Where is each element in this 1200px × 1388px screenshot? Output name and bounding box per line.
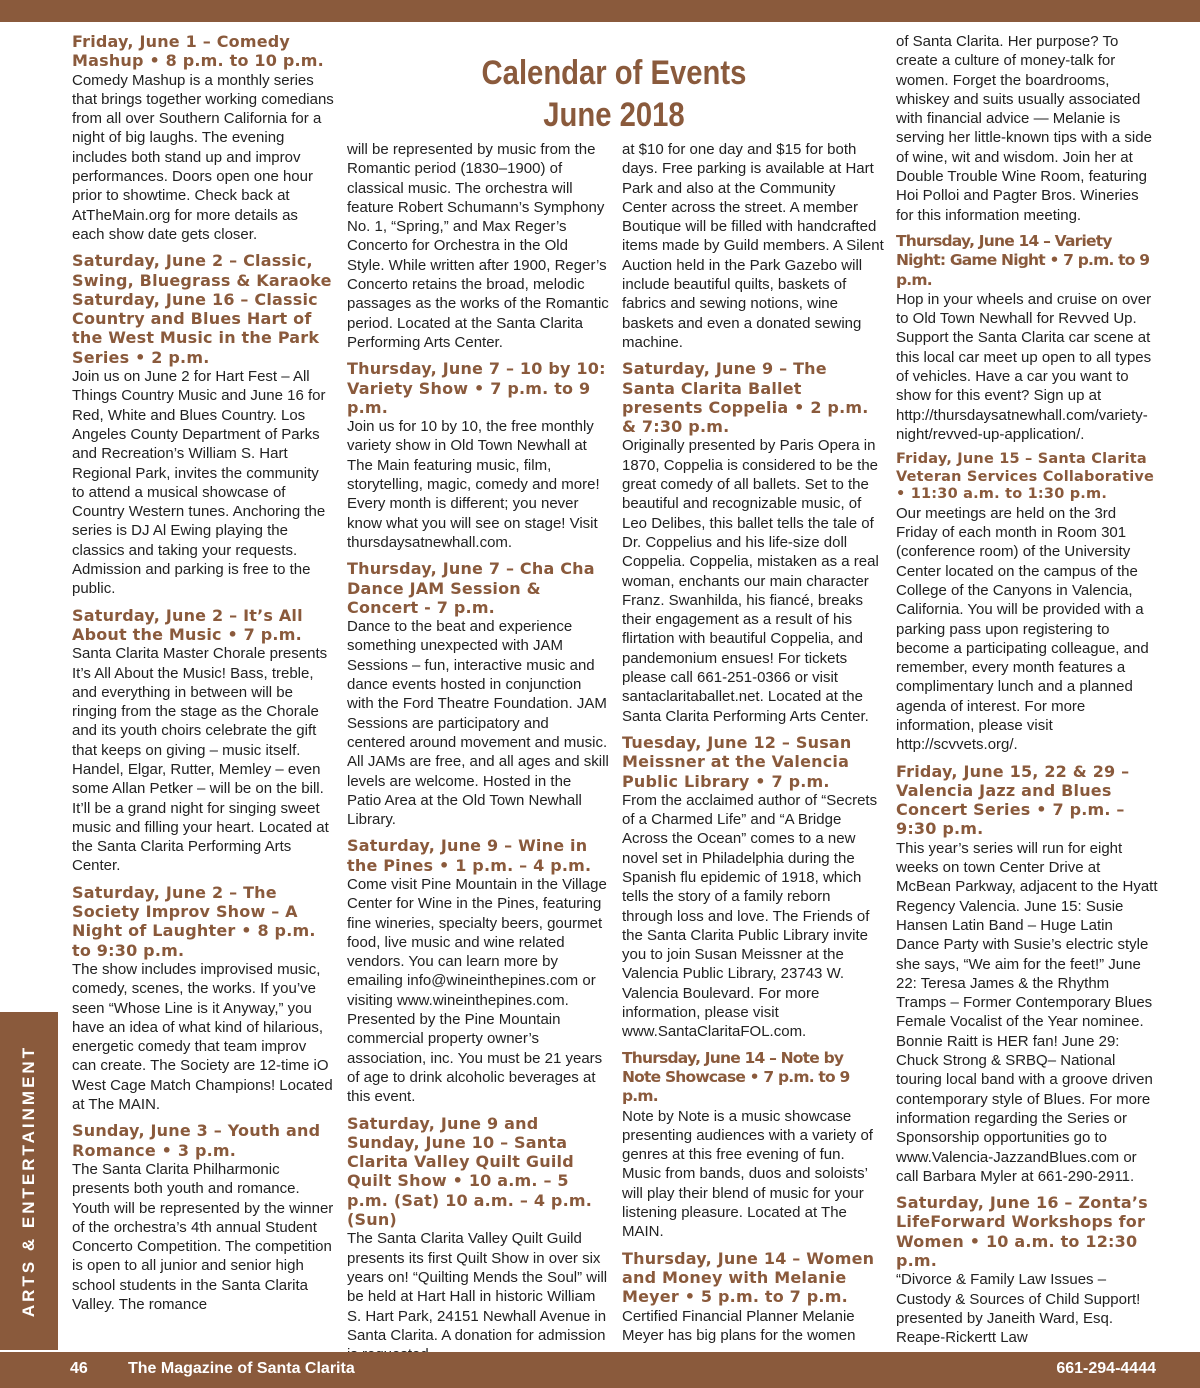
event-heading: Friday, June 15, 22 & 29 – Valencia Jazz and Blues Concert Series • 7 p.m. – 9:30 p.m. — [896, 761, 1130, 839]
event-body-continued: will be represented by music from the Romantic period (1830–1900) of classical music. The orchestra will feature Robert Schumann’s Symphony No. 1, “Spring,” and Max Reger’s Concerto for Orchestra in the Old Style. While written after 1900, Reger’s Concerto retains the broad, melodic passages as the works of the Romantic period. Located at the Santa Clarita Performing Arts Center. — [347, 141, 609, 351]
page-title — [400, 52, 828, 136]
event-heading: Saturday, June 9 – The Santa Clarita Ballet presents Coppelia • 2 p.m. & 7:30 p.m. — [622, 359, 869, 437]
event-block — [347, 836, 609, 1106]
event-block — [72, 32, 334, 244]
event-block — [622, 733, 884, 1042]
top-rule — [0, 0, 1200, 22]
event-heading: Saturday, June 9 and Sunday, June 10 – Santa Clarita Valley Quilt Guild Quilt Show • 10 a.m. – 5 p.m. (Sat) 10 a.m. – 4 p.m. (Sun) — [347, 1113, 593, 1230]
event-body: Join us for 10 by 10, the free monthly variety show in Old Town Newhall at The Main featuring music, film, storytelling, magic, comedy and more! Every month is different; you never know what you will see on stage! Visit thursdaysatnewhall.com. — [347, 418, 600, 551]
section-tab-label: ARTS & ENTERTAINMENT — [19, 1044, 38, 1318]
event-body: The Santa Clarita Valley Quilt Guild presents its first Quilt Show in over six years on! “Quilting Mends the Soul” will be held at Hart Hall in historic William S. Hart Park, 24151 Newhall Avenue in Santa Clarita. A donation for admission — [347, 1230, 608, 1344]
event-block — [896, 32, 1158, 225]
column-4 — [896, 32, 1158, 1355]
event-heading: Sunday, June 3 – Youth and Romance • 3 p.m. — [72, 1121, 321, 1160]
event-heading: Tuesday, June 12 – Susan Meissner at the Valencia Public Library • 7 p.m. — [622, 732, 852, 791]
event-body: Hop in your wheels and cruise on over to Old Town Newhall for Revved Up. Support the Santa Clarita car scene at this local car meet up open to all types of vehicles. Have a car you want to show for this event? Sign up at http://thursdaysatnewhall.com/variety-night/revved-up-application/. — [896, 290, 1152, 443]
title-line-2: June 2018 — [543, 96, 685, 134]
column-3 — [622, 140, 884, 1352]
event-heading: Friday, June 1 – Comedy Mashup • 8 p.m. to 10 p.m. — [72, 32, 324, 71]
event-block — [347, 559, 609, 829]
event-body: Dance to the beat and experience something unexpected with JAM Sessions – fun, interactive music and dance events hosted in conjunction with the Ford Theatre Foundation. JAM Sessions are participatory and centered around movement and music. All JAMs are free, and all ages and skill levels are welcome. Hosted in the Patio Area at the Old Town Newhall Library. — [347, 618, 609, 829]
event-heading: Saturday, June 9 – Wine in the Pines • 1 p.m. – 4 p.m. — [347, 836, 592, 875]
event-heading: Thursday, June 7 – Cha Cha Dance JAM Session & Concert - 7 p.m. — [347, 559, 595, 617]
column-1 — [72, 32, 334, 1321]
title-line-1: Calendar of Events — [481, 54, 747, 92]
event-body: Comedy Mashup is a monthly series that brings together working comedians from all over Southern California for a night of big laughs. The evening includes both stand up and improv performances. Doors open one hour prior to showtime. Check back at AtTheMain.org for more details as each show date gets closer. — [72, 71, 334, 243]
event-block — [896, 762, 1158, 1187]
event-heading: Thursday, June 14 – Women and Money with Melanie Meyer • 5 p.m. to 7 p.m. — [622, 1248, 875, 1307]
event-block — [622, 1049, 884, 1242]
event-heading: Friday, June 15 – Santa Clarita Veteran Services Collaborative • 11:30 a.m. to 1:30 p.m. — [896, 451, 1155, 503]
footer-phone: 661-294-4444 — [1056, 1360, 1156, 1377]
event-block — [347, 140, 609, 352]
magazine-name: The Magazine of Santa Clarita — [128, 1360, 355, 1377]
page-number: 46 — [70, 1360, 88, 1377]
event-heading: Saturday, June 2 – The Society Improv Show – A Night of Laughter • 8 p.m. to 9:30 p.m. — [72, 882, 316, 960]
event-body: The Santa Clarita Philharmonic presents both youth and romance. Youth will be represented by the winner of the orchestra’s 4th annual Student Concerto Competition. The competition is open to all junior and senior high school students in the Santa Clarita Valley. The romance — [72, 1160, 334, 1313]
event-body: Santa Clarita Master Chorale presents It’s All About the Music! Bass, treble, and everything in between will be ringing from the stage as the Chorale and its youth choirs celebrate the gift that keeps on giving – music itself. Handel, Elgar, Rutter, Memley – even some Allan Petker – will be on the bill. It’ll be a grand night for singing sweet music and filling your heart. Located at the Santa Clarita Performing Arts Center. — [72, 645, 329, 875]
event-body-continued: of Santa Clarita. Her purpose? To create a culture of money-talk for women. Forget the boardrooms, whiskey and suits usually associated with financial advice — Melanie is serving her little-known tips with a side of wine, wit and wisdom. Join her at Double Trouble Wine Room, featuring Hoi Polloi and Pagter Bros. Wineries for this information meeting. — [896, 33, 1152, 224]
event-body: Come visit Pine Mountain in the Village Center for Wine in the Pines, featuring fine wineries, specialty beers, gourmet food, live music and wine related vendors. You can learn more by emailing info@wineinthepines.com or visiting www.wineinthepines.com. Presented by the Pine Mountain commercial property owner’s association, inc. You must be 21 years of age to drink alcoholic beverages at this event. — [347, 875, 607, 1106]
event-block — [72, 606, 334, 876]
event-block — [347, 359, 609, 552]
event-block — [72, 883, 334, 1115]
event-heading: Thursday, June 14 – Variety Night: Game Night • 7 p.m. to 9 p.m. — [896, 231, 1150, 289]
event-body: Our meetings are held on the 3rd Friday of each month in Room 301 (conference room) of the University Center located on the campus of the College of the Canyons in Valencia, California. You will be provided with a parking pass upon registering to become a participating colleague, and remember, every month features a complimentary lunch and a planned agenda of interest. For more information, please visit http://scvvets.org/. — [896, 504, 1149, 754]
event-block — [896, 451, 1158, 754]
event-body: “Divorce & Family Law Issues – Custody & Sources of Child Support! presented by Janeith Ward, Esq. Reape-Rickertt Law — [896, 1271, 1141, 1347]
event-body: From the acclaimed author of “Secrets of a Charmed Life” and “A Bridge Across the Ocean” comes to a new novel set in Philadelphia during the Spanish flu epidemic of 1918, which tells the story of a family reborn through loss and love. The Friends of the Santa Clarita Public Library invite you to join Susan Meissner at the Valencia Public Library, 23743 W. Valencia Boulevard. For more information, please visit www.SantaClaritaFOL.com. — [622, 791, 878, 1041]
event-heading: Saturday, June 2 – It’s All About the Music • 7 p.m. — [72, 605, 303, 644]
event-block — [622, 140, 884, 352]
event-block — [347, 1114, 609, 1365]
event-body-continued: at $10 for one day and $15 for both days. Free parking is available at Hart Park and also at the Community Center across the street. A member Boutique will be filled with handcrafted items made by Guild members. A Silent Auction held in the Park Gazebo will include beautiful quilts, baskets of fabrics and sewing notions, wine baskets and even a donated sewing machine. — [622, 141, 884, 351]
event-block — [72, 251, 334, 598]
event-block — [72, 1121, 334, 1314]
event-block — [896, 232, 1158, 444]
event-heading: Saturday, June 2 – Classic, Swing, Bluegrass & Karaoke Saturday, June 16 – Classic Country and Blues Hart of the West Music in the Park Series • 2 p.m. — [72, 251, 332, 367]
footer-bar — [0, 1352, 1200, 1388]
event-heading: Thursday, June 14 – Note by Note Showcase • 7 p.m. to 9 p.m. — [622, 1048, 850, 1106]
event-body: Join us on June 2 for Hart Fest – All Things Country Music and June 16 for Red, White and Blues Country. Los Angeles County Department of Parks and Recreation’s William S. Hart Regional Park, invites the community to attend a musical showcase of Country Western tunes. Anchoring the series is DJ Al Ewing playing the classics and taking your requests. Admission and parking is free to the public. — [72, 368, 326, 598]
event-block — [896, 1193, 1158, 1347]
event-body: Certified Financial Planner Melanie Meyer has big plans for the women — [622, 1307, 856, 1344]
event-block — [622, 359, 884, 726]
event-body: Note by Note is a music showcase presenting audiences with a variety of genres at this free evening of fun. Music from bands, duos and soloists’ will play their blend of music for your listening pleasure. Located at The MAIN. — [622, 1107, 873, 1241]
section-tab — [0, 1012, 58, 1350]
event-heading: Saturday, June 16 – Zonta’s LifeForward Workshops for Women • 10 a.m. to 12:30 p.m. — [896, 1193, 1148, 1271]
event-body: This year’s series will run for eight weeks on town Center Drive at McBean Parkway, adjacent to the Hyatt Regency Valencia. June 15: Susie Hansen Latin Band – Huge Latin Dance Party with Susie’s electric style she says, “We aim for the feet!” June 22: Teresa James & the Rhythm Tramps – Former Contemporary Blues Female Vocalist of the Year nominee. Bonnie Raitt is HER fan! June 29: Chuck Strong & SRBQ– National touring local band with a groove driven contemporary style of Blues. For more information regarding the Series or Sponsorship opportunities go to www.Valencia-JazzandBlues.com or call Barbara Myler at 661-290-2911. — [896, 839, 1158, 1185]
event-body: The show includes improvised music, comedy, scenes, the works. If you’ve seen “Whose Line is it Anyway,” you have an idea of what kind of hilarious, energetic comedy that team improv can create. The Society are 12-time iO West Cage Match Champions! Located at The MAIN. — [72, 960, 333, 1114]
column-2 — [347, 140, 609, 1371]
event-block — [622, 1249, 884, 1345]
event-heading: Thursday, June 7 – 10 by 10: Variety Show • 7 p.m. to 9 p.m. — [347, 359, 606, 417]
event-body: Originally presented by Paris Opera in 1870, Coppelia is considered to be the great comedy of all ballets. Set to the beautiful and recognizable music, of Leo Delibes, this ballet tells the tale of Dr. Coppelius and his life-size doll Coppelia. Coppelia, mistaken as a real woman, enchants our main character Franz. Swanhilda, his fiancé, breaks their engagement as a result of his flirtation with beautiful Coppelia, and pandemonium ensues! For tickets please call 661-251-0366 or visit santaclaritaballet.net. Located at the Santa Clarita Performing Arts Center. — [622, 437, 879, 725]
